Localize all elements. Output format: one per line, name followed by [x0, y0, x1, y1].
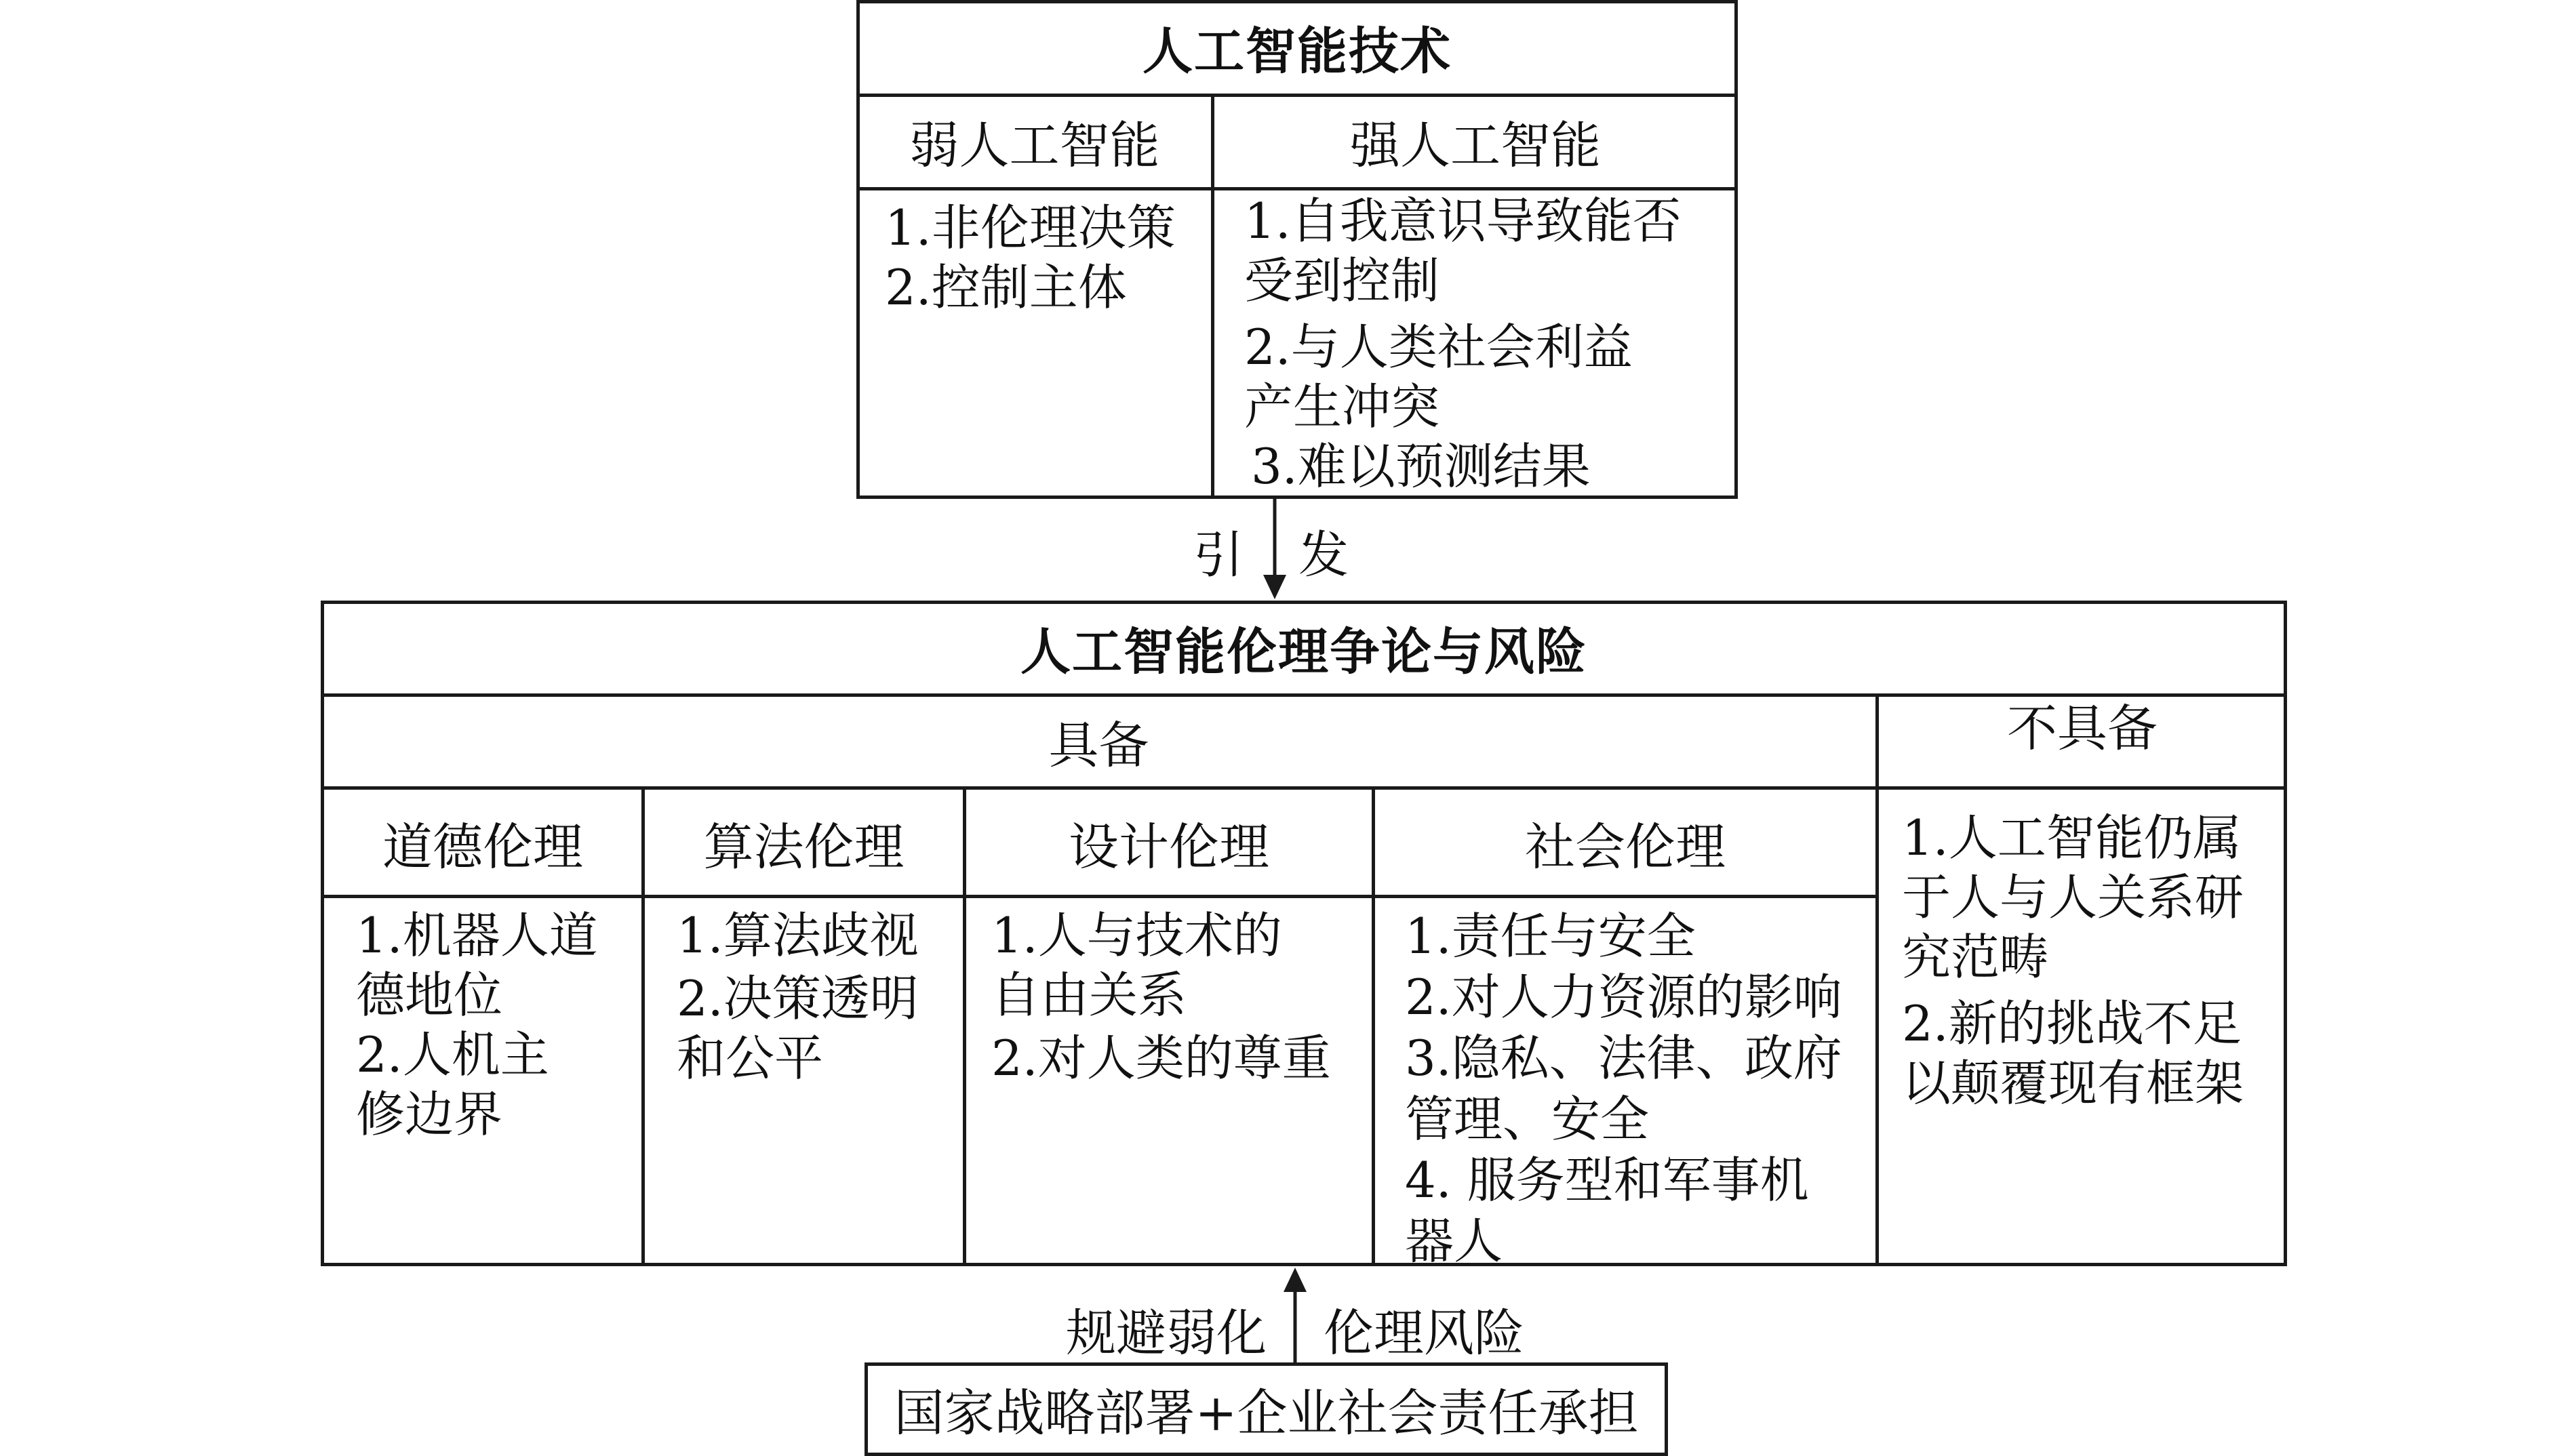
arrow-up	[1275, 1266, 1315, 1362]
social-ethics-item: 1.责任与安全	[1405, 908, 1696, 965]
arrow-down	[1254, 499, 1295, 601]
social-ethics-item: 3.隐私、法律、政府 管理、安全	[1405, 1030, 1842, 1148]
arrowhead	[1263, 575, 1286, 599]
moral-ethics-item: 1.机器人道 德地位	[356, 907, 598, 1024]
strong-ai-item: 2.与人类社会利益 产生冲突	[1244, 319, 1633, 435]
strong-ai-item: 1.自我意识导致能否 受到控制	[1244, 193, 1682, 309]
design-ethics-header: 设计伦理	[1069, 817, 1269, 876]
moral-ethics-item: 2.人机主 修边界	[356, 1026, 549, 1143]
arrow-bottom-right-label: 伦理风险	[1324, 1304, 1524, 1362]
algorithm-ethics-item: 1.算法歧视	[677, 907, 919, 964]
weak-ai-item: 2.控制主体	[885, 259, 1127, 316]
algorithm-ethics-items	[677, 906, 961, 1088]
arrow-top-left-label: 引	[1193, 526, 1244, 584]
has-header: 具备	[1048, 716, 1149, 775]
strong-ai-header: 强人工智能	[1350, 117, 1601, 175]
strong-ai-items	[1244, 191, 1732, 496]
not-has-header: 不具备	[2007, 700, 2158, 758]
arrow-bottom-left-label: 规避弱化	[1066, 1304, 1267, 1362]
national-strategy-box: 国家战略部署+企业社会责任承担	[865, 1362, 1668, 1456]
social-ethics-item: 4. 服务型和军事机 器人	[1405, 1152, 1809, 1270]
not-has-item: 1.人工智能仍属 于人与人关系研 究范畴	[1902, 809, 2244, 986]
moral-ethics-items	[356, 906, 641, 1144]
social-ethics-items	[1405, 906, 1873, 1272]
design-ethics-item: 1.人与技术的 自由关系	[991, 907, 1282, 1024]
weak-ai-items	[885, 198, 1210, 317]
not-has-items	[1902, 808, 2285, 1113]
arrow-top-right-label: 发	[1298, 526, 1349, 584]
moral-ethics-header: 道德伦理	[382, 817, 583, 876]
algorithm-ethics-item: 2.决策透明 和公平	[677, 970, 919, 1087]
design-ethics-items	[991, 906, 1371, 1088]
weak-ai-header: 弱人工智能	[909, 117, 1160, 175]
not-has-item: 2.新的挑战不足 以颠覆现有框架	[1902, 995, 2244, 1112]
design-ethics-item: 2.对人类的尊重	[991, 1030, 1331, 1087]
weak-ai-item: 1.非伦理决策	[885, 199, 1176, 256]
social-ethics-header: 社会伦理	[1525, 817, 1726, 876]
ai-technology-title: 人工智能技术	[1143, 22, 1452, 81]
ai-ethics-risk-title: 人工智能伦理争论与风险	[1020, 622, 1587, 681]
social-ethics-item: 2.对人力资源的影响	[1405, 969, 1842, 1026]
algorithm-ethics-header: 算法伦理	[703, 817, 905, 876]
strong-ai-item: 3.难以预测结果	[1251, 438, 1591, 495]
